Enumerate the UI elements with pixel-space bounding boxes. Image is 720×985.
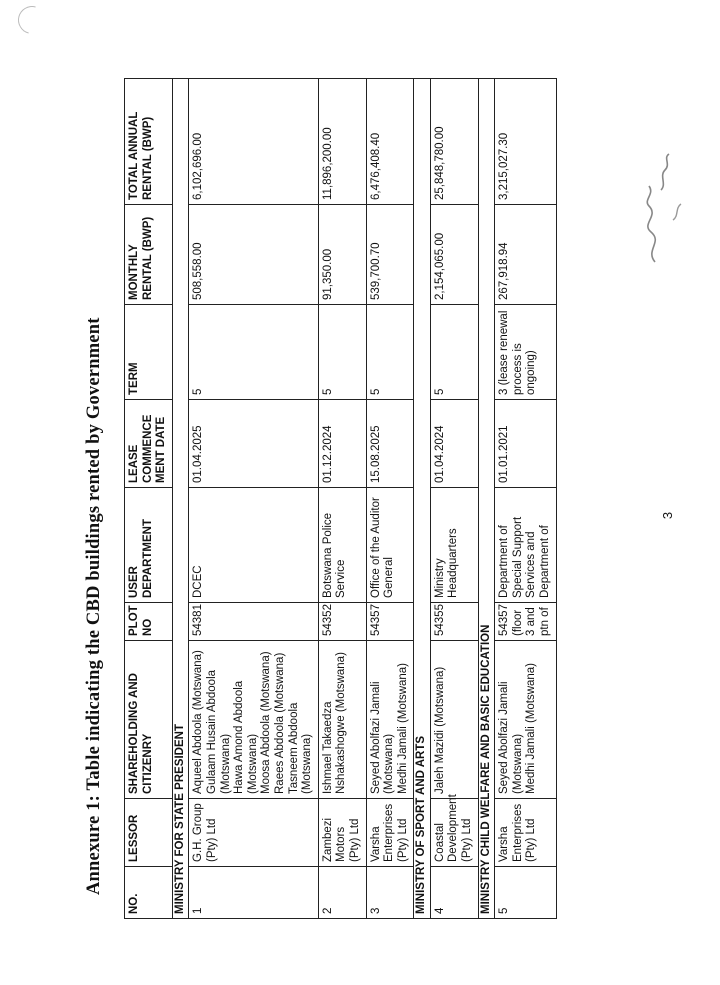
header-lessor: LESSOR (125, 799, 173, 867)
cell-lessor: G.H. Group (Pty) Ltd (189, 799, 318, 867)
section-row (478, 79, 495, 919)
header-annual: TOTAL ANNUAL RENTAL (BWP) (125, 79, 173, 205)
cell-plot: 54352 (318, 603, 366, 641)
cell-department: DCEC (189, 488, 318, 603)
cell-lessor: Zambezi Motors (Pty) Ltd (318, 799, 366, 867)
cell-term: 3 (lease renewal process is ongoing) (495, 305, 556, 400)
cell-annual: 3,215,027.30 (495, 79, 556, 205)
section-row (172, 79, 189, 919)
cell-term: 5 (430, 305, 478, 400)
cell-department: Botswana Police Service (318, 488, 366, 603)
cell-plot: 54357 (floor 3 and ptn of (495, 603, 556, 641)
section-name: MINISTRY OF SPORT AND ARTS (414, 79, 431, 919)
header-shareholding: SHAREHOLDING AND CITIZENRY (125, 641, 173, 799)
cell-lessor: Varsha Enterprises (Pty) Ltd (366, 799, 414, 867)
cell-lease-date: 01.01.2021 (495, 400, 556, 488)
cell-department: Ministry Headquarters (430, 488, 478, 603)
cell-lease-date: 15.08.2025 (366, 400, 414, 488)
cell-department: Office of the Auditor General (366, 488, 414, 603)
cell-shareholding: Ishmael Takaedza Nshakashogwe (Motswana) (318, 641, 366, 799)
cell-plot: 54357 (366, 603, 414, 641)
cell-annual: 6,476,408.40 (366, 79, 414, 205)
cell-term: 5 (366, 305, 414, 400)
cell-shareholding: Seyed Abolfazi Jamali (Motswana) Medhi Jamali (Motswana) (495, 641, 556, 799)
header-monthly: MONTHLY RENTAL (BWP) (125, 205, 173, 305)
cell-plot: 54381 (189, 603, 318, 641)
cell-shareholding: Jaleh Mazidi (Motswana) (430, 641, 478, 799)
cell-monthly: 539,700.70 (366, 205, 414, 305)
cell-annual: 6,102,696.00 (189, 79, 318, 205)
cell-monthly: 91,350.00 (318, 205, 366, 305)
table-row (495, 79, 556, 919)
header-term: TERM (125, 305, 173, 400)
page-number: 3 (660, 511, 676, 520)
cell-department: Department of Special Support Services and Department of (495, 488, 556, 603)
cell-lease-date: 01.12.2024 (318, 400, 366, 488)
table-header-row (125, 79, 173, 919)
table-row (430, 79, 478, 919)
cell-term: 5 (189, 305, 318, 400)
cell-lease-date: 01.04.2024 (430, 400, 478, 488)
table-row (366, 79, 414, 919)
cell-monthly: 267,918.94 (495, 205, 556, 305)
cell-no: 4 (430, 867, 478, 919)
cell-lease-date: 01.04.2025 (189, 400, 318, 488)
header-plot: PLOT NO (125, 603, 173, 641)
header-department: USER DEPARTMENT (125, 488, 173, 603)
cbd-buildings-table (124, 78, 557, 919)
cell-annual: 25,848,780.00 (430, 79, 478, 205)
header-lease-date: LEASE COMMENCE MENT DATE (125, 400, 173, 488)
cell-annual: 11,896,200.00 (318, 79, 366, 205)
cell-no: 5 (495, 867, 556, 919)
cell-no: 1 (189, 867, 318, 919)
cell-monthly: 508,558.00 (189, 205, 318, 305)
cell-monthly: 2,154,065.00 (430, 205, 478, 305)
cell-no: 3 (366, 867, 414, 919)
table-row (318, 79, 366, 919)
cell-no: 2 (318, 867, 366, 919)
section-row (414, 79, 431, 919)
page-title: Annexure 1: Table indicating the CBD buildings rented by Government (84, 317, 104, 895)
table-row (189, 79, 318, 919)
cell-plot: 54355 (430, 603, 478, 641)
header-no: NO. (125, 867, 173, 919)
section-name: MINISTRY CHILD WELFARE AND BASIC EDUCATION (478, 79, 495, 919)
cell-shareholding: Seyed Abolfazi Jamali (Motswana) Medhi Jamali (Motswana) (366, 641, 414, 799)
cell-term: 5 (318, 305, 366, 400)
cell-lessor: Coastal Development (Pty) Ltd (430, 799, 478, 867)
cell-shareholding: Aqueel Abdoola (Motswana) Gulaam Husain Abdoola (Motswana) Hawa Amond Abdoola (Motswana) Moosa Abdoola (Motswana) Raees Abdoola (Motswana) Tasneem Abdoola (Motswana) (189, 641, 318, 799)
section-name: MINISTRY FOR STATE PRESIDENT (172, 79, 189, 919)
cell-lessor: Varsha Enterprises (Pty) Ltd (495, 799, 556, 867)
